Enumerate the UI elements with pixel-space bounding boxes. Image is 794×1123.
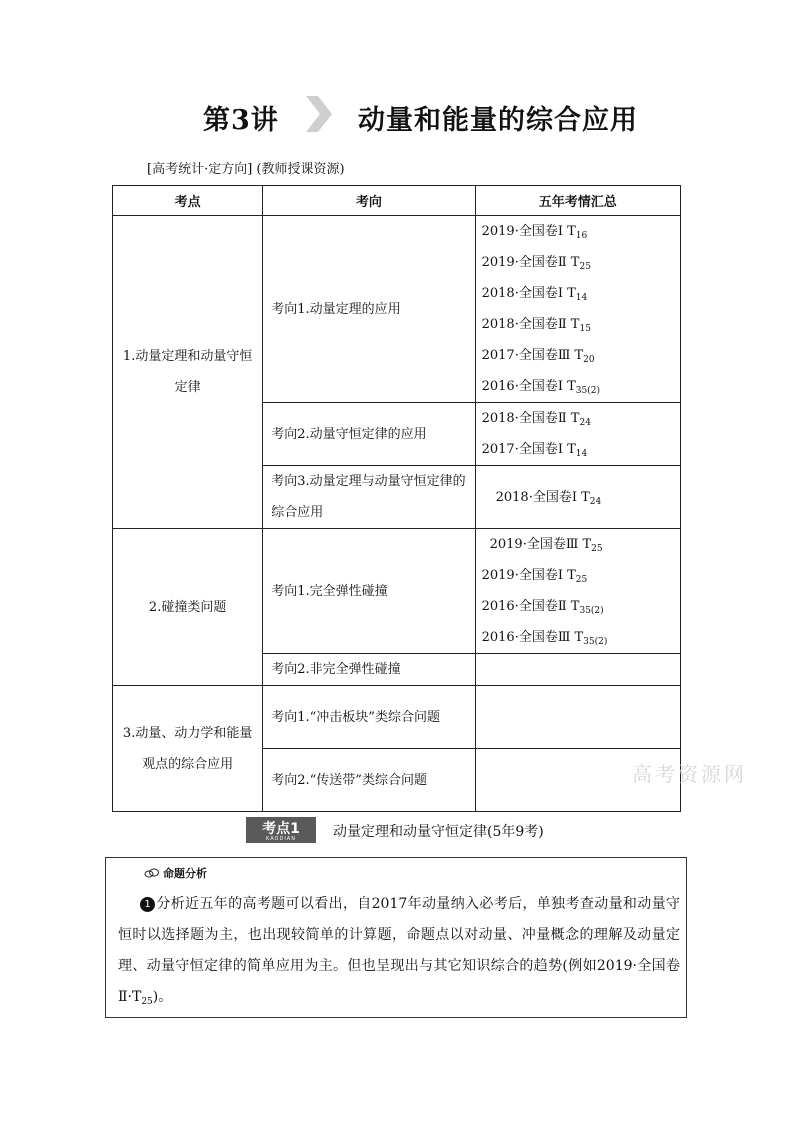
exam-reference-text: 2016·全国卷Ⅰ T <box>481 379 576 394</box>
exam-direction-cell: 考向1.动量定理的应用 <box>263 216 475 403</box>
exam-history-cell <box>475 686 680 749</box>
lecture-number: 第3讲 <box>203 105 279 136</box>
exam-reference-text: 2018·全国卷Ⅰ T <box>481 286 576 301</box>
exam-reference-text: 2019·全国卷Ⅲ T <box>489 537 592 552</box>
exam-reference <box>482 309 674 340</box>
exam-reference <box>482 371 674 402</box>
table-header-row <box>113 186 681 216</box>
section-title: 动量定理和动量守恒定律(5年9考) <box>333 824 544 840</box>
section-subtitle: [高考统计·定方向] (教师授课资源) <box>147 162 345 177</box>
exam-history-cell <box>475 466 680 529</box>
header-exams: 五年考情汇总 <box>475 186 680 216</box>
table-body <box>113 216 681 812</box>
exam-reference-text: 2017·全国卷Ⅲ T <box>481 348 584 363</box>
header-point: 考点 <box>113 186 263 216</box>
watermark: 高考资源网 <box>632 762 747 786</box>
exam-reference <box>482 340 674 371</box>
title-row <box>0 96 794 140</box>
exam-point-cell: 2.碰撞类问题 <box>113 529 263 686</box>
section-badge <box>246 817 316 843</box>
exam-point-cell: 1.动量定理和动量守恒定律 <box>113 216 263 529</box>
analysis-heading-label: 命题分析 <box>163 867 207 880</box>
exam-reference <box>482 403 674 434</box>
exam-question-number: 25 <box>575 575 588 585</box>
exam-reference <box>482 216 674 247</box>
exam-reference <box>482 247 674 278</box>
exam-reference <box>482 591 674 622</box>
exam-question-number: 15 <box>579 324 591 334</box>
exam-question-number: 24 <box>579 418 591 428</box>
exam-direction-cell: 考向2.非完全弹性碰撞 <box>263 654 475 686</box>
exam-direction-cell: 考向2.动量守恒定律的应用 <box>263 403 475 466</box>
exam-question-number: 14 <box>575 293 588 303</box>
section-header <box>0 815 794 845</box>
number-marker: 1 <box>140 897 155 912</box>
header-direction: 考向 <box>263 186 475 216</box>
exam-reference-text: 2018·全国卷Ⅱ T <box>481 317 580 332</box>
analysis-text-main: 分析近五年的高考题可以看出，自2017年动量纳入必考后，单独考查动量和动量守恒时以选择题为主，也出现较简单的计算题，命题点以对动量、冲量概念的理解及动量定理、动量守恒定律的简单应用为主。但也呈现出与其它知识综合的趋势(例如2019·全国卷Ⅱ·T <box>118 896 680 1005</box>
section-badge-sublabel: KAODIAN <box>266 836 296 842</box>
exam-question-number: 16 <box>575 231 588 241</box>
exam-question-number: 35(2) <box>583 637 608 647</box>
analysis-heading <box>144 865 207 881</box>
exam-direction-cell: 考向1.“冲击板块”类综合问题 <box>263 686 475 749</box>
exam-reference-text: 2017·全国卷Ⅰ T <box>481 442 576 457</box>
exam-history-cell <box>475 216 680 403</box>
exam-reference-text: 2019·全国卷Ⅰ T <box>481 224 576 239</box>
exam-history-cell <box>475 529 680 654</box>
exam-reference-text: 2018·全国卷Ⅰ T <box>495 489 590 505</box>
exam-reference-text: 2016·全国卷Ⅱ T <box>481 599 580 614</box>
exam-reference-text: 2016·全国卷Ⅲ T <box>481 630 584 645</box>
chevron-right-icon <box>304 96 332 132</box>
exam-reference <box>482 529 674 560</box>
exam-reference-text: 2018·全国卷Ⅱ T <box>481 411 580 426</box>
analysis-box <box>105 857 687 1018</box>
exam-direction-cell: 考向2.“传送带”类综合问题 <box>263 749 475 812</box>
table-row <box>113 686 681 749</box>
exam-reference <box>482 560 674 591</box>
table-row <box>113 216 681 403</box>
analysis-text-end: )。 <box>152 989 173 1005</box>
exam-question-number: 20 <box>583 355 595 365</box>
table-row <box>113 529 681 654</box>
exam-question-number: 35(2) <box>575 386 600 396</box>
exam-question-number: 24 <box>589 496 602 507</box>
exam-reference <box>482 622 674 653</box>
analysis-text-sub: 25 <box>141 997 153 1007</box>
exam-direction-cell: 考向1.完全弹性碰撞 <box>263 529 475 654</box>
exam-question-number: 25 <box>591 544 603 554</box>
exam-direction-cell: 考向3.动量定理与动量守恒定律的综合应用 <box>263 466 475 529</box>
exam-point-cell: 3.动量、动力学和能量观点的综合应用 <box>113 686 263 812</box>
analysis-paragraph <box>118 889 680 1013</box>
section-badge-label: 考点1 <box>262 821 300 837</box>
exam-question-number: 35(2) <box>579 606 604 616</box>
exam-reference-text: 2019·全国卷Ⅰ T <box>481 568 576 583</box>
exam-history-cell <box>475 403 680 466</box>
exam-statistics-table <box>112 185 681 812</box>
exam-question-number: 14 <box>575 449 588 459</box>
exam-reference-text: 2019·全国卷Ⅱ T <box>481 255 580 270</box>
exam-question-number: 25 <box>579 262 591 272</box>
cloud-icon <box>144 868 160 878</box>
exam-reference <box>482 278 674 309</box>
exam-history-cell <box>475 654 680 686</box>
page-title: 动量和能量的综合应用 <box>358 105 638 136</box>
exam-reference <box>482 482 674 513</box>
exam-reference <box>482 434 674 465</box>
